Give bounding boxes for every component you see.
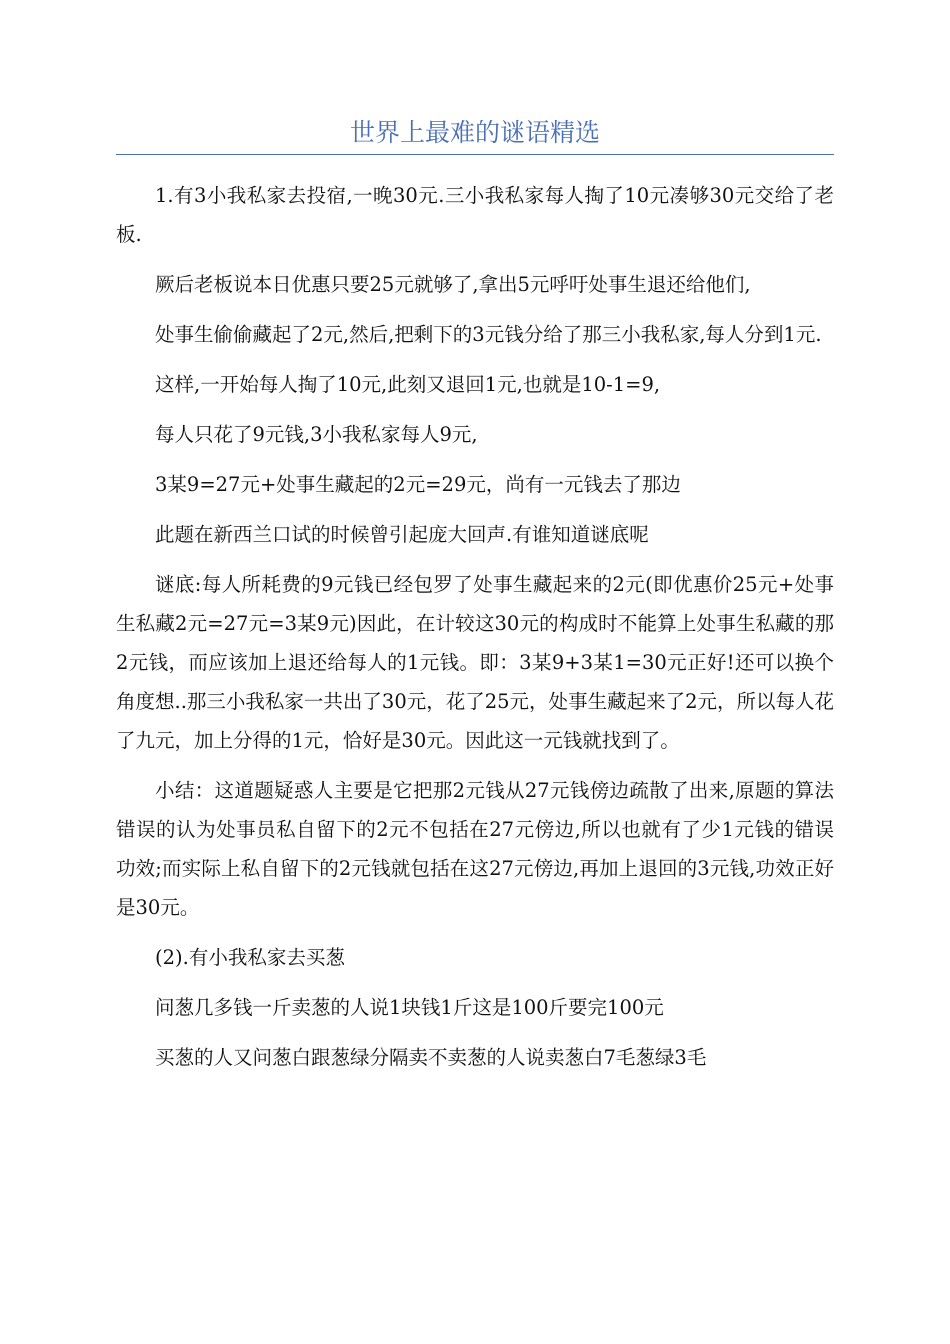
paragraph: 此题在新西兰口试的时候曾引起庞大回声.有谁知道谜底呢 xyxy=(155,523,649,546)
paragraph: 处事生偷偷藏起了2元,然后,把剩下的3元钱分给了那三小我私家,每人分到1元. xyxy=(155,323,822,346)
document-title: 世界上最难的谜语精选 xyxy=(349,118,600,147)
paragraph: (2).有小我私家去买葱 xyxy=(155,946,345,969)
paragraph: 这样,一开始每人掏了10元,此刻又退回1元,也就是10-1=9, xyxy=(155,373,661,396)
paragraph: 1.有3小我私家去投宿,一晚30元.三小我私家每人掏了10元凑够30元交给了老板. xyxy=(116,184,834,246)
paragraph: 问葱几多钱一斤卖葱的人说1块钱1斤这是100斤要完100元 xyxy=(155,996,664,1019)
title-underline xyxy=(116,154,834,155)
paragraph: 买葱的人又问葱白跟葱绿分隔卖不卖葱的人说卖葱白7毛葱绿3毛 xyxy=(155,1046,707,1069)
document-body xyxy=(116,176,834,1088)
paragraph: 3某9=27元+处事生藏起的2元=29元，尚有一元钱去了那边 xyxy=(155,473,681,496)
paragraph: 谜底:每人所耗费的9元钱已经包罗了处事生藏起来的2元(即优惠价25元+处事生私藏2元=27元=3某9元)因此，在计较这30元的构成时不能算上处事生私藏的那2元钱，而应该加上退还给每人的1元钱。即：3某9+3某1=30元正好!还可以换个角度想..那三小我私家一共出了30元，花了25元，处事生藏起来了2元，所以每人花了九元，加上分得的1元，恰好是30元。因此这一元钱就找到了。 xyxy=(116,573,834,752)
paragraph: 小结：这道题疑惑人主要是它把那2元钱从27元钱傍边疏散了出来,原题的算法错误的认为处事员私自留下的2元不包括在27元傍边,所以也就有了少1元钱的错误功效;而实际上私自留下的2元钱就包括在这27元傍边,再加上退回的3元钱,功效正好是30元。 xyxy=(116,779,834,919)
paragraph: 厥后老板说本日优惠只要25元就够了,拿出5元呼吁处事生退还给他们, xyxy=(155,273,751,296)
paragraph: 每人只花了9元钱,3小我私家每人9元, xyxy=(155,423,478,446)
